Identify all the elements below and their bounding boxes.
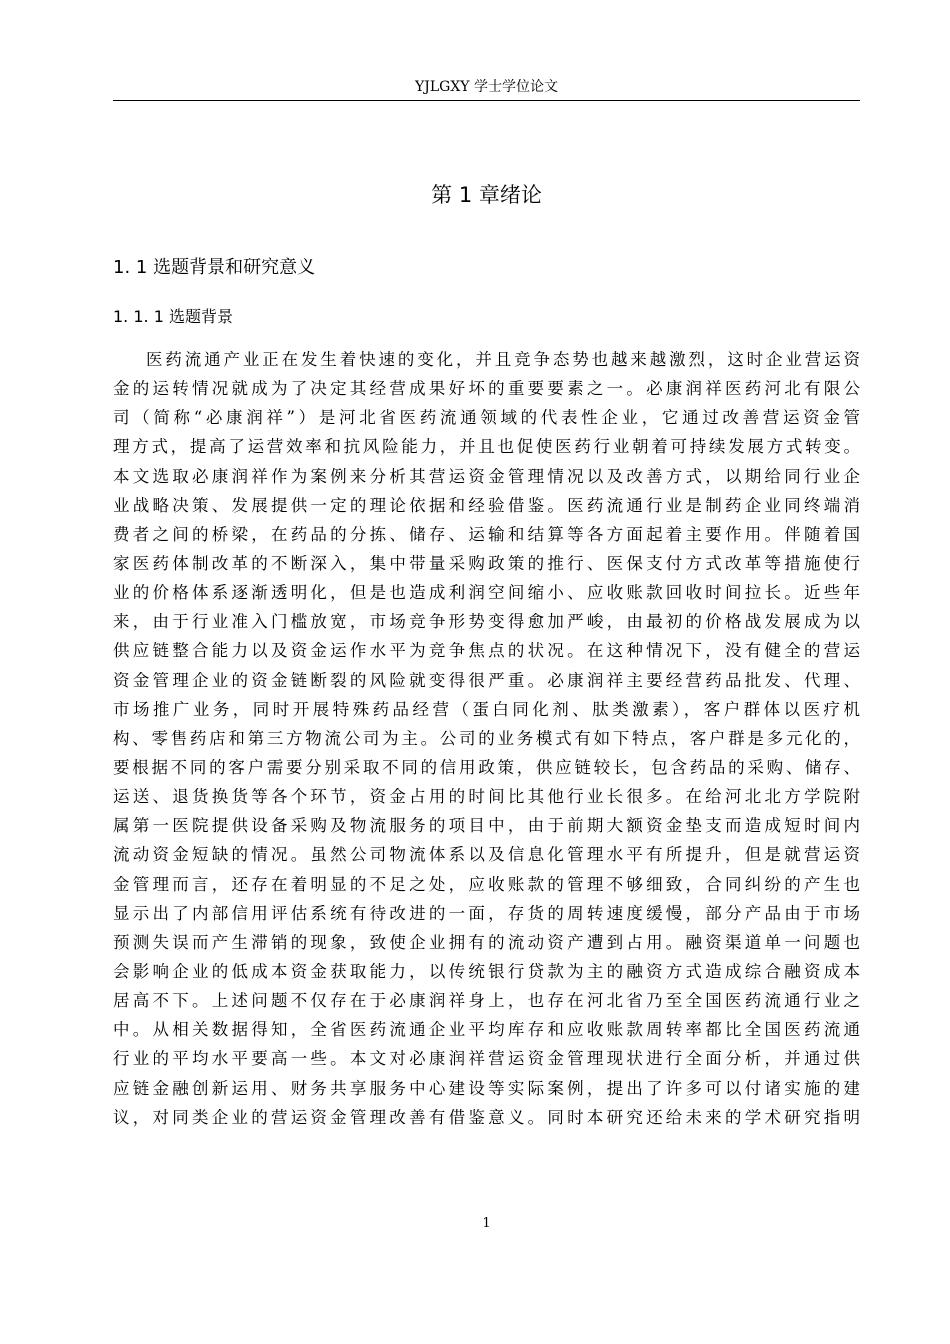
body-line: 金的运转情况就成为了决定其经营成果好坏的重要要素之一。必康润祥医药河北有限公 bbox=[113, 379, 860, 399]
body-line: 医药流通产业正在发生着快速的变化，并且竞争态势也越来越激烈，这时企业营运资 bbox=[146, 350, 860, 369]
body-line: 预测失误而产生滞销的现象，致使企业拥有的流动资产遭到占用。融资渠道单一问题也 bbox=[113, 932, 860, 952]
body-line: 居高不下。上述问题不仅存在于必康润祥身上，也存在河北省乃至全国医药流通行业之 bbox=[113, 991, 860, 1011]
body-paragraph bbox=[113, 345, 860, 1132]
body-line: 要根据不同的客户需要分别采取不同的信用政策，供应链较长，包含药品的采购、储存、 bbox=[113, 757, 860, 777]
page-number: 1 bbox=[482, 1216, 491, 1231]
body-line: 理方式，提高了运营效率和抗风险能力，并且也促使医药行业朝着可持续发展方式转变。 bbox=[113, 437, 860, 457]
body-line: 司（简称“必康润祥”）是河北省医药流通领域的代表性企业，它通过改善营运资金管 bbox=[113, 408, 860, 428]
body-line: 市场推广业务，同时开展特殊药品经营（蛋白同化剂、肽类激素），客户群体以医疗机 bbox=[113, 699, 860, 719]
header-rule bbox=[113, 100, 860, 101]
body-line: 会影响企业的低成本资金获取能力，以传统银行贷款为主的融资方式造成综合融资成本 bbox=[113, 961, 860, 981]
body-line: 金管理而言，还存在着明显的不足之处，应收账款的管理不够细致，合同纠纷的产生也 bbox=[113, 874, 860, 894]
body-line: 费者之间的桥梁，在药品的分拣、储存、运输和结算等各方面起着主要作用。伴随着国 bbox=[113, 524, 860, 544]
body-line: 供应链整合能力以及资金运作水平为竞争焦点的状况。在这种情况下，没有健全的营运 bbox=[113, 641, 860, 661]
subsection-heading: 1. 1. 1 选题背景 bbox=[113, 307, 233, 326]
body-line: 业的价格体系逐渐透明化，但是也造成利润空间缩小、应收账款回收时间拉长。近些年 bbox=[113, 583, 860, 603]
body-line: 应链金融创新运用、财务共享服务中心建设等实际案例，提出了许多可以付诸实施的建 bbox=[113, 1078, 860, 1098]
body-line: 议，对同类企业的营运资金管理改善有借鉴意义。同时本研究还给未来的学术研究指明 bbox=[113, 1107, 860, 1127]
body-line: 运送、退货换货等各个环节，资金占用的时间比其他行业长很多。在给河北北方学院附 bbox=[113, 787, 860, 807]
section-heading: 1. 1 选题背景和研究意义 bbox=[113, 257, 316, 278]
body-line: 资金管理企业的资金链断裂的风险就变得很严重。必康润祥主要经营药品批发、代理、 bbox=[113, 670, 860, 690]
body-line: 业战略决策、发展提供一定的理论依据和经验借鉴。医药流通行业是制药企业同终端消 bbox=[113, 495, 860, 515]
body-line: 属第一医院提供设备采购及物流服务的项目中，由于前期大额资金垫支而造成短时间内 bbox=[113, 816, 860, 836]
body-line: 行业的平均水平要高一些。本文对必康润祥营运资金管理现状进行全面分析，并通过供 bbox=[113, 1049, 860, 1069]
body-line: 家医药体制改革的不断深入，集中带量采购政策的推行、医保支付方式改革等措施使行 bbox=[113, 553, 860, 573]
body-line: 流动资金短缺的情况。虽然公司物流体系以及信息化管理水平有所提升，但是就营运资 bbox=[113, 845, 860, 865]
running-header: YJLGXY 学士学位论文 bbox=[415, 79, 558, 95]
body-line: 显示出了内部信用评估系统有待改进的一面，存货的周转速度缓慢，部分产品由于市场 bbox=[113, 903, 860, 923]
body-line: 构、零售药店和第三方物流公司为主。公司的业务模式有如下特点，客户群是多元化的， bbox=[113, 728, 860, 748]
body-line: 来，由于行业准入门槛放宽，市场竞争形势变得愈加严峻，由最初的价格战发展成为以 bbox=[113, 612, 860, 632]
body-line: 本文选取必康润祥作为案例来分析其营运资金管理情况以及改善方式，以期给同行业企 bbox=[113, 466, 860, 486]
chapter-title: 第 1 章绪论 bbox=[431, 183, 542, 207]
body-line: 中。从相关数据得知，全省医药流通企业平均库存和应收账款周转率都比全国医药流通 bbox=[113, 1020, 860, 1040]
